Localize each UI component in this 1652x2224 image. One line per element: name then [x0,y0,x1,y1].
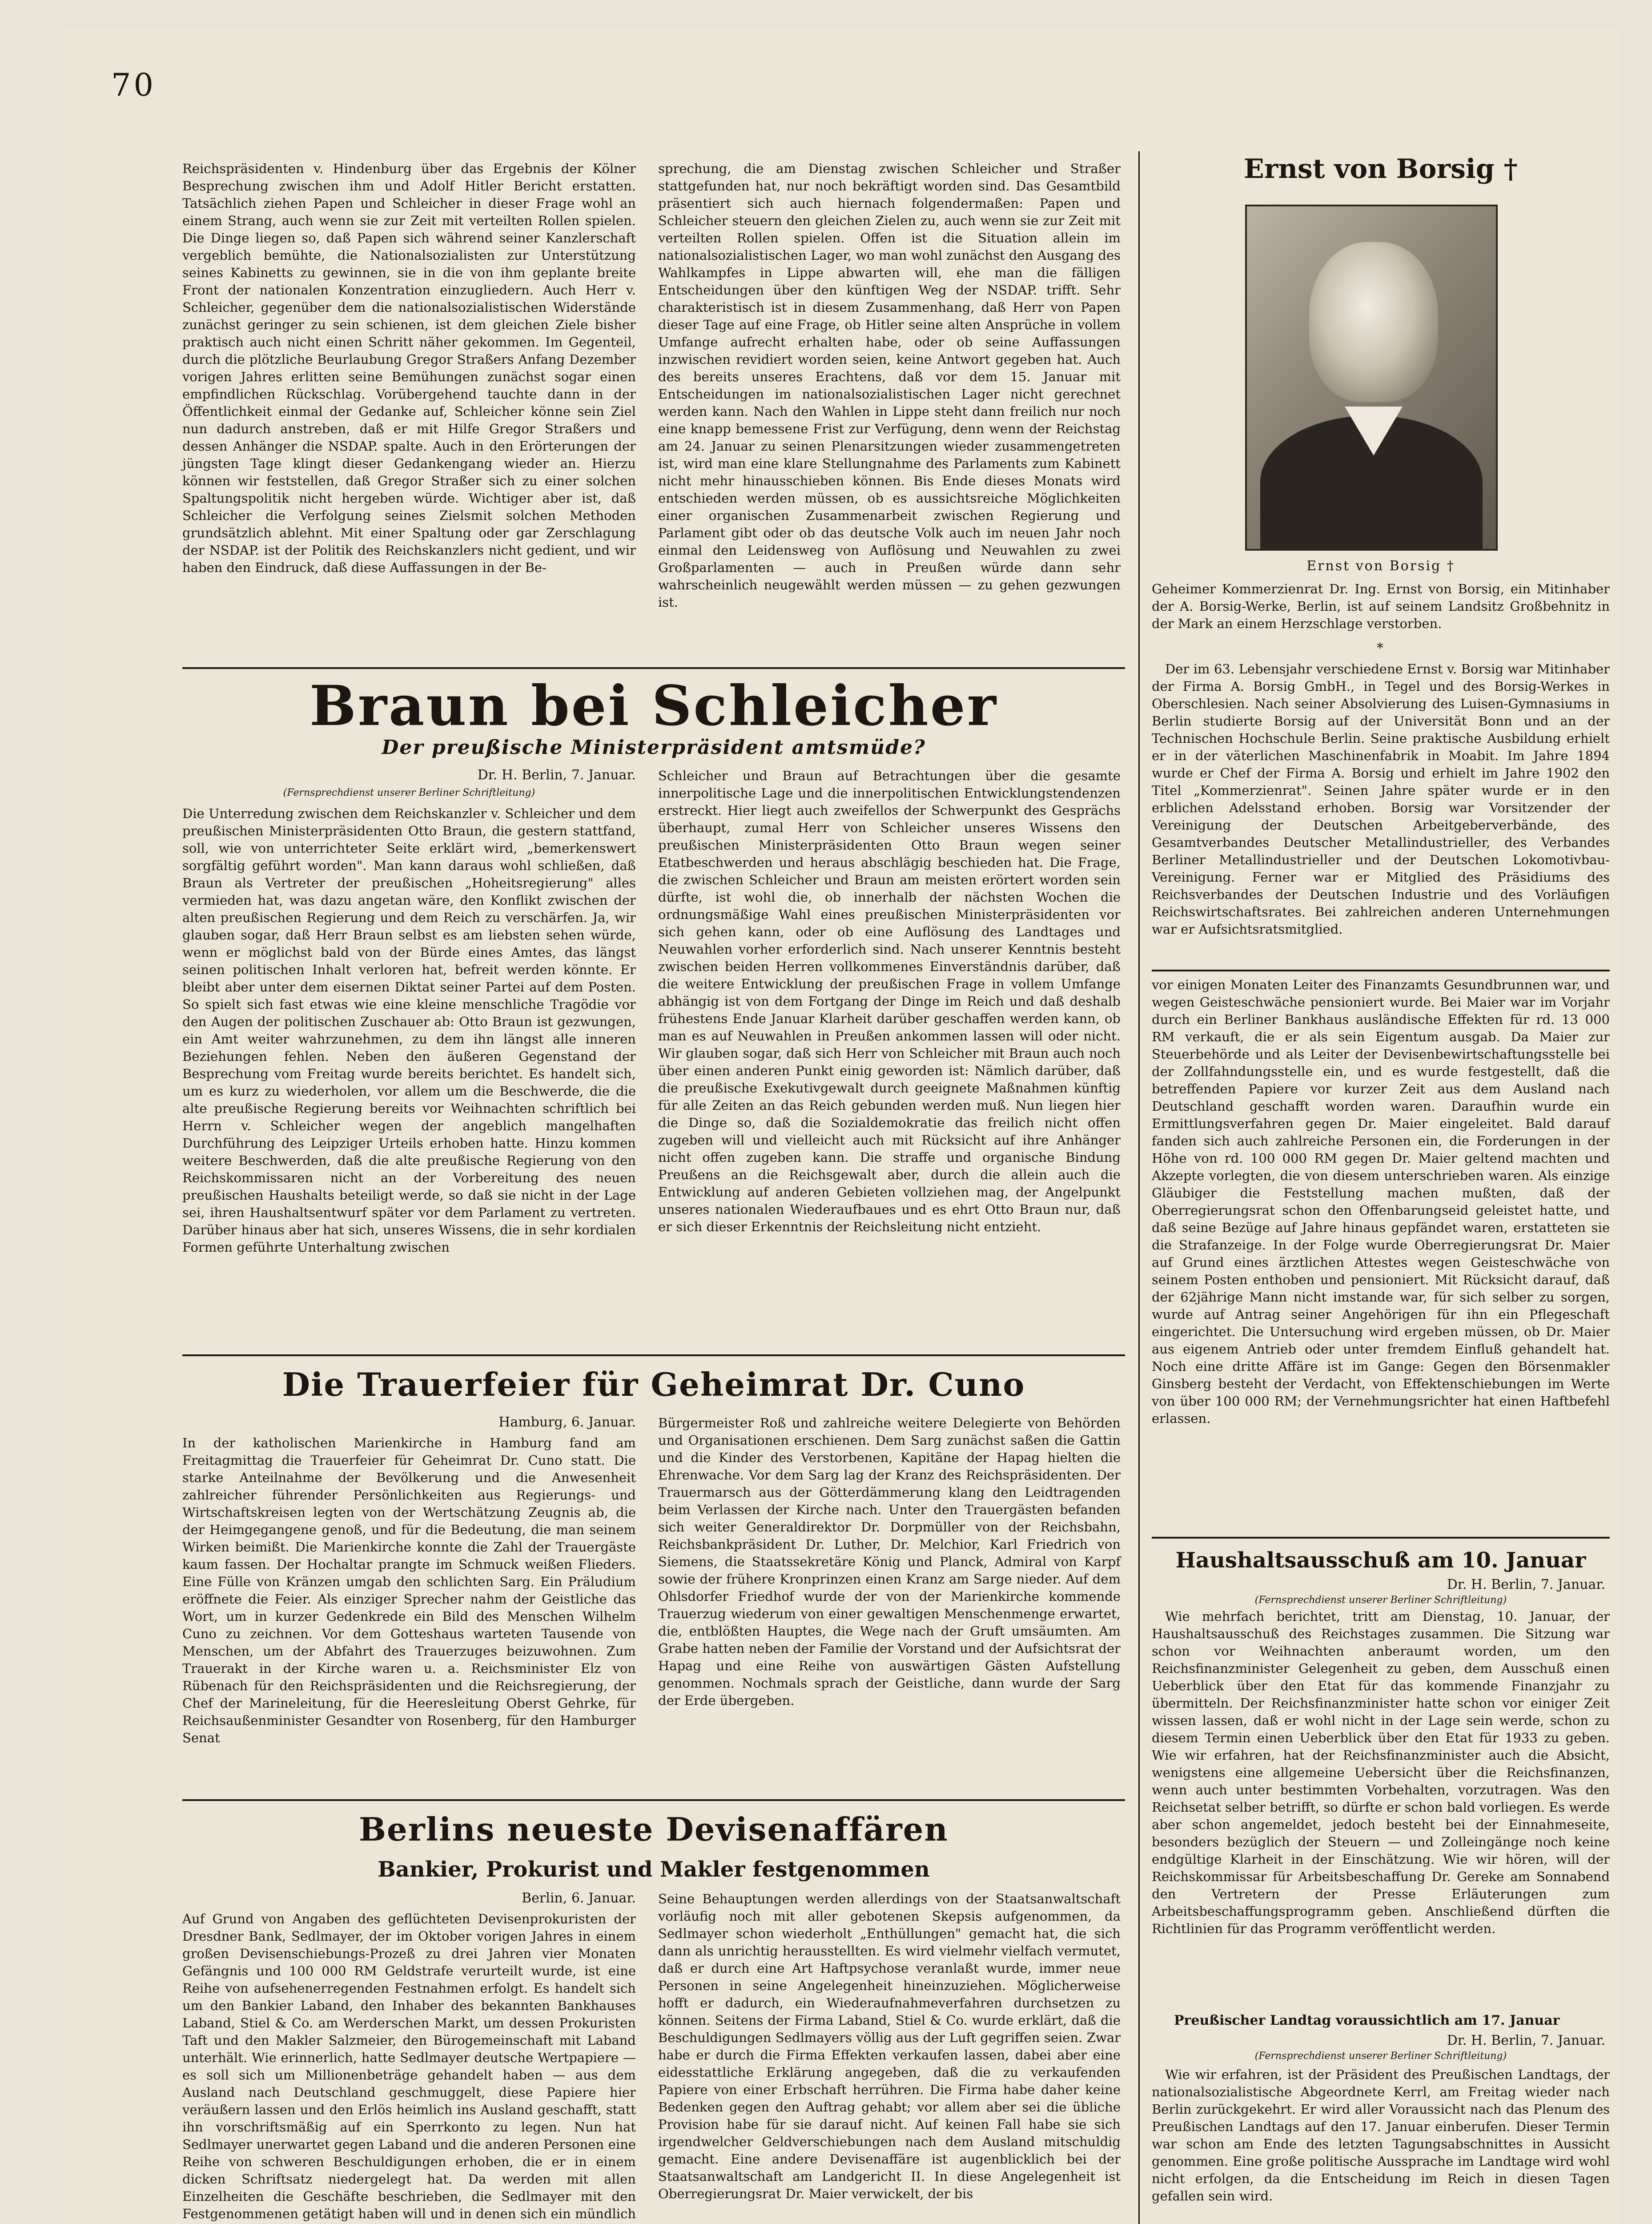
devisen-continuation [1152,976,1610,1568]
borsig-body [1152,661,1610,936]
borsig-body-text: Der im 63. Lebensjahr verschiedene Ernst v. Borsig war Mitinhaber der Firma A. Borsig GmbH., in Tegel und des Borsig-Werkes in Oberschlesien. Nach seiner Absolvierung des Luisen-Gymnasiums in Berlin studierte Borsig auf der Universität Bonn und an der Technischen Hochschule Berlin. Seine praktische Ausbildung erhielt er in der väterlichen Maschinenfabrik in Moabit. Im Jahre 1894 wurde er Chef der Firma A. Borsig und erhielt im Jahre 1902 den Titel „Kommerzienrat". Seinen Jahre später wurde er in den erblichen Adelsstand erhoben. Borsig war Vorsitzender der Vereinigung der Deutschen Arbeitgeberverbände, des Gesamtverbandes Deutscher Metallindustrieller, des Verbandes Berliner Metallindustrieller und der Deutschen Lokomotivbau-Vereinigung. Ferner war er Mitglied des Präsidiums des Reichsverbandes der Deutschen Industrie und des Vorläufigen Reichswirtschaftsrates. Bei zahlreichen anderen Unternehmungen war er Aufsichtsratsmitglied. [1152,661,1610,937]
borsig-title: Ernst von Borsig † [1244,153,1518,185]
devisen-byline: Berlin, 6. Januar. [522,1890,636,1906]
haushalt-byline: Dr. H. Berlin, 7. Januar. [1447,1577,1605,1592]
devisen-headline: Berlins neueste Devisenaffären [359,1810,949,1848]
landtag-byline: Dr. H. Berlin, 7. Januar. [1447,2033,1605,2048]
haushalt-body-text: Wie mehrfach berichtet, tritt am Dienstag, 10. Januar, der Haushaltsausschuß des Reichstages zusammen. Die Sitzung war schon vor Weihnachten anberaumt worden, um den Reichsfinanzminister Gelegenheit zu geben, dem Ausschuß einen Ueberblick über den Etat für das kommende Finanzjahr zu übermitteln. Der Reichsfinanzminister hatte schon vor einiger Zeit wissen lassen, daß er wohl nicht in der Lage sein werde, schon zu diesem Termin einen Ueberblick über den Etat für 1933 zu geben. Wie wir erfahren, hat der Reichsfinanzminister auch die Absicht, wenigstens eine allgemeine Uebersicht über die Reichsfinanzen, wenn auch unter bestimmten Vorbehalten, vorzutragen. Was den Reichsetat selber betrifft, so dürfte er schon bald vorliegen. Es werde aber schon angemeldet, jedoch besteht bei der Einnahmeseite, besonders bezüglich der Steuern — und Zolleingänge noch keine endgültige Klarheit in der Einschätzung. Wie wir hören, will der Reichskommissar für Arbeitsbeschaffung Dr. Gereke am Sonnabend den Vertretern der Presse Erläuterungen zum Arbeitsbeschaffungsprogramm geben. Anschließend dürften die Richtlinien für das Programm veröffentlicht werden. [1152,1609,1610,1936]
braun-col2 [658,767,1121,1350]
cuno-col1 [182,1434,636,1790]
cuno-col1-text: In der katholischen Marienkirche in Hamburg fand am Freitagmittag die Trauerfeier für Geheimrat Dr. Cuno statt. Die starke Anteilnahme der Bevölkerung und die Anwesenheit zahlreicher führender Persönlichkeiten aus Regierungs- und Wirtschaftskreisen legten von der Wertschätzung Zeugnis ab, die der Heimgegangene genoß, und für die Bedeutung, die man seinem Wirken beimißt. Die Marienkirche konnte die Zahl der Trauergäste kaum fassen. Der Hochaltar prangte im Schmuck weißen Flieders. Eine Fülle von Kränzen umgab den schlichten Sarg. Ein Präludium eröffnete die Feier. Als einziger Sprecher nahm der Geistliche das Wort, um in kurzer Gedenkrede ein Bild des Menschen Wilhelm Cuno zu zeichnen. Vor dem Gotteshaus warteten Tausende von Menschen, um der Abfahrt des Trauerzuges beizuwohnen. Zum Trauerakt in der Kirche waren u. a. Reichsminister Elz von Rübenach für den Reichspräsidenten und die Reichsregierung, der Chef der Marineleitung, für die Heeresleitung Oberst Gehrke, für Reichsaußenminister Gesandter von Rosenberg, für den Hamburger Senat [182,1435,636,1745]
lead-col1-text: Reichspräsidenten v. Hindenburg über das Ergebnis der Kölner Besprechung zwischen ihm und Adolf Hitler Bericht erstatten. Tatsächlich ziehen Papen und Schleicher in dieser Frage wohl an einem Strang, auch wenn sie zur Zeit mit verteilten Rollen spielen. Die Dinge liegen so, daß Papen sich während seiner Kanzlerschaft vergeblich bemühte, die Nationalsozialisten zur Unterstützung seines Kabinetts zu gewinnen, sie in die von ihm geplante breite Front der nationalen Konzentration einzugliedern. Auch Herr v. Schleicher, gegenüber dem die nationalsozialistischen Widerstände zunächst geringer zu sein schienen, ist dem gleichen Ziele bisher praktisch auch nicht einen Schritt näher gekommen. Im Gegenteil, durch die plötzliche Beurlaubung Gregor Straßers Anfang Dezember vorigen Jahres erlitten seine Bemühungen zunächst sogar einen empfindlichen Rückschlag. Vorübergehend tauchte dann in der Öffentlichkeit einmal der Gedanke auf, Schleicher könne sein Ziel nun dadurch anstreben, daß er mit Hilfe Gregor Straßers und dessen Anhänger die NSDAP. spalte. Auch in den Erörterungen der jüngsten Tage klingt dieser Gedankengang wieder an. Hierzu können wir feststellen, daß Gregor Straßer sich zu einer solchen Spaltungspolitik nicht hergeben würde. Wichtiger aber ist, daß Schleicher die Verfolgung seines Zielsmit solchen Methoden grundsätzlich ablehnt. Mit einer Spaltung oder gar Zerschlagung der NSDAP. ist der Politik des Reichskanzlers nicht gedient, und wir haben den Eindruck, daß diese Auffassungen in der Be- [182,161,636,575]
borsig-lede-text: Geheimer Kommerzienrat Dr. Ing. Ernst von Borsig, ein Mitinhaber der A. Borsig-Werke, Berlin, ist auf seinem Landsitz Großbehnitz in der Mark an einem Herzschlage verstorben. [1152,581,1610,631]
cuno-col2-text: Bürgermeister Roß und zahlreiche weitere Delegierte von Behörden und Organisationen erschienen. Dem Sarg zunächst saßen die Gattin und die Kinder des Verstorbenen, Kapitäne der Hapag hielten die Ehrenwache. Vor dem Sarg lag der Kranz des Reichspräsidenten. Der Trauermarsch aus der Götterdämmerung klang den Leidtragenden beim Verlassen der Kirche nach. Unter den Trauergästen befanden sich weiter Generaldirektor Dr. Dorpmüller von der Reichsbahn, Reichsbankpräsident Dr. Luther, Dr. Melchior, Karl Friedrich von Siemens, die Staatssekretäre König und Planck, Admiral von Karpf sowie der frühere Kronprinzen einen Kranz am Sarge nieder. Auf dem Ohlsdorfer Friedhof wurde der von der Marienkirche kommende Trauerzug wiederum von einer gewaltigen Menschenmenge erwartet, die, entblößten Hauptes, die Wege nach der Gruft umsäumten. Am Grabe hatten neben der Familie der Vorstand und der Aufsichtsrat der Hapag und eine Reihe von auswärtigen Gästen Aufstellung genommen. Nochmals sprach der Geistliche, dann wurde der Sarg der Erde übergeben. [658,1415,1121,1708]
braun-headline: Braun bei Schleicher [309,674,998,738]
braun-col1 [182,805,636,1352]
borsig-separator: * [1377,641,1385,656]
devisen-col1 [182,1910,636,2224]
borsig-bottom-rule [1152,970,1610,971]
landtag-body-text: Wie wir erfahren, ist der Präsident des Preußischen Landtags, der nationalsozialistische Abgeordnete Kerrl, am Freitag wieder nach Berlin zurückgekehrt. Er wird aller Voraussicht nach das Plenum des Preußischen Landtags auf den 17. Januar einberufen. Dieser Termin war schon am Ende des letzten Tagungsabschnittes in Aussicht genommen. Eine große politische Aussprache im Landtage wird wohl nicht erfolgen, da die Entscheidung im Reich in diesen Tagen gefallen sein wird. [1152,2067,1610,2204]
braun-byline: Dr. H. Berlin, 7. Januar. [477,767,636,783]
cuno-headline: Die Trauerfeier für Geheimrat Dr. Cuno [282,1366,1025,1403]
braun-col1-text: Die Unterredung zwischen dem Reichskanzler v. Schleicher und dem preußischen Ministerpräsidenten Otto Braun, die gestern stattfand, soll, wie von unterrichteter Seite erklärt wird, „bemerkenswert sorgfältig geführt worden". Man kann daraus wohl schließen, daß Braun als Vertreter der preußischen „Hoheitsregierung" alles vermieden hat, was dazu angetan wäre, den Konflikt zwischen der alten preußischen Regierung und dem Reich zu verschärfen. Ja, wir glauben sogar, daß Herr Braun selbst es am liebsten sehen würde, wenn er möglichst bald von der Bürde eines Amtes, das längst seinen politischen Inhalt verloren hat, befreit werden könnte. Er bleibt aber unter dem eisernen Diktat seiner Partei auf dem Posten. So spielt sich fast etwas wie eine kleine menschliche Tragödie vor den Augen der politischen Zuschauer ab: Otto Braun ist gezwungen, ein Amt weiter wahrzunehmen, zu dem ihn längst alle inneren Beziehungen fehlen. Neben den äußeren Gegenstand der Besprechung vom Freitag wurde bereits berichtet. Es handelt sich, um es kurz zu wiederholen, vor allem um die Beschwerde, die die alte preußische Regierung bereits vor Weihnachten schriftlich bei Herrn v. Schleicher wegen der angeblich mangelhaften Durchführung des Leipziger Urteils erhoben hatte. Hinzu kommen weitere Beschwerden, daß die alte preußische Regierung von den Reichskommissaren nicht an der Vorbereitung des neuen preußischen Haushalts beteiligt werde, so daß sie nicht in der Lage sei, ihren Haushaltsentwurf später vor dem Parlament zu vertreten. Darüber hinaus aber hat sich, unseres Wissens, die in sehr kordialen Formen geführte Unterhaltung zwischen [182,806,636,1255]
lead-article-col2 [658,160,1121,654]
braun-col2-text: Schleicher und Braun auf Betrachtungen über die gesamte innerpolitische Lage und die innerpolitischen Entwicklungstendenzen erstreckt. Hier liegt auch zweifellos der Schwerpunkt des Gesprächs überhaupt, zumal Herr von Schleicher unseres Wissens den preußischen Ministerpräsidenten Otto Braun wegen seiner Etatbeschwerden und heraus abschlägig beschieden hat. Die Frage, die zwischen Schleicher und Braun am meisten erörtert worden sein dürfte, ist wohl die, ob innerhalb der nächsten Wochen die ordnungsmäßige Wahl eines preußischen Ministerpräsidenten vor sich gehen kann, oder ob eine Auflösung des Landtages und Neuwahlen vorher erforderlich sind. Nach unserer Kenntnis besteht zwischen beiden Herren vollkommenes Einverständnis darüber, daß die weitere Entwicklung der preußischen Frage in vollem Umfange abhängig ist von dem Fortgang der Dinge im Reich und daß deshalb frühestens Ende Januar Klarheit darüber geschaffen werden kann, ob man es auf Neuwahlen in Preußen ankommen lassen will oder nicht. Wir glauben sogar, daß sich Herr von Schleicher mit Braun auch noch über einen anderen Punkt einig geworden ist: Nämlich darüber, daß die preußische Exekutivgewalt durch geeignete Maßnahmen künftig für alle Zeiten an das Reich gebunden werden muß. Nun liegen hier die Dinge so, daß die Sozialdemokratie das freilich nicht offen zugeben will und vielleicht auch mit Rücksicht auf ihre Anhänger nicht offen zugeben kann. Die straffe und organische Bindung Preußens an die Reichsgewalt aber, durch die allein auch die Entwicklung auf anderen Gebieten vollziehen mag, der Angelpunkt unseres nationalen Wiederaufbaues und es ehrt Otto Braun nur, daß er sich dieser Erkenntnis der Reichsleitung nicht entzieht. [658,768,1121,1234]
devisen-col2 [658,1890,1121,2224]
haushalt-body [1152,1608,1610,2004]
haushalt-top-rule [1152,1537,1610,1539]
lead-article-col1 [182,160,636,645]
braun-top-rule [182,667,1125,669]
lead-col2-text: sprechung, die am Dienstag zwischen Schleicher und Straßer stattgefunden hat, nur noch bekräftigt worden sind. Das Gesamtbild präsentiert sich auch hiernach folgendermaßen: Papen und Schleicher steuern den gleichen Zielen zu, auch wenn sie zur Zeit mit verteilten Rollen spielen. Offen ist die Situation allein im nationalsozialistischen Lager, wo man wohl zunächst den Ausgang des Wahlkampfes in Lippe abwarten will, ehe man die fälligen Entscheidungen über den künftigen Weg der NSDAP. trifft. Sehr charakteristisch ist in diesem Zusammenhang, daß Herr von Papen dieser Tage auf eine Frage, ob Hitler seine alten Ansprüche in vollem Umfange aufrecht erhalten habe, oder ob seine Auffassungen inzwischen revidiert worden seien, keine Antwort gegeben hat. Auch des bereits unseres Erachtens, daß vor dem 15. Januar mit Entscheidungen im nationalsozialistischen Lager nicht gerechnet werden kann. Nach den Wahlen in Lippe steht dann freilich nur noch eine knapp bemessene Frist zur Verfügung, denn wenn der Reichstag am 24. Januar zu seinen Plenarsitzungen wieder zusammengetreten ist, wird man eine klare Stellungnahme des Parlaments zum Kabinett nicht mehr hinausschieben können. Bis Ende dieses Monats wird entschieden werden müssen, ob es aussichtsreiche Möglichkeiten einer organischen Zusammenarbeit zwischen Regierung und Parlament gibt oder ob das deutsche Volk auch im neuen Jahr noch einmal den Leidensweg von Auflösung und Neuwahlen zu zwei Großparlamenten — auch in Preußen würde dann sehr wahrscheinlich neugewählt werden müssen — zu gehen gezwungen ist. [658,161,1121,610]
portrait-head-shape [1309,242,1438,402]
cuno-col2 [658,1414,1121,1793]
haushalt-headline: Haushaltsausschuß am 10. Januar [1175,1548,1586,1573]
cuno-byline: Hamburg, 6. Januar. [498,1414,636,1430]
braun-subhead: Der preußische Ministerpräsident amtsmüde? [382,736,926,759]
devisen-continuation-text: vor einigen Monaten Leiter des Finanzamts Gesundbrunnen war, und wegen Geisteschwäche pensioniert wurde. Bei Maier war im Vorjahr durch ein Berliner Bankhaus ausländische Effekten für rd. 13 000 RM verkauft, die er als sein Eigentum ausgab. Da Maier zur Steuerbehörde und als Leiter der Devisenbewirtschaftungsstelle bei der Zollfahndungsstelle ein, und es wurde festgestellt, daß die betreffenden Papiere vor kurzer Zeit aus dem Ausland nach Deutschland geschafft worden waren. Daraufhin wurde ein Ermittlungsverfahren gegen Dr. Maier eingeleitet. Bald darauf fanden sich auch zahlreiche Personen ein, die Forderungen in der Höhe von rd. 100 000 RM gegen Dr. Maier geltend machten und Akzepte vorlegten, die von diesem unterschrieben waren. Als einzige Gläubiger die Feststellung machen mußten, daß der Oberregierungsrat schon den Offenbarungseid geleistet hatte, und daß seine Bezüge auf Jahre hinaus gepfändet waren, erstatteten sie die Strafanzeige. In der Folge wurde Oberregierungsrat Dr. Maier auf Grund eines ärztlichen Attestes wegen Geisteschwäche von seinem Posten enthoben und pensioniert. Mit Rücksicht darauf, daß der 62jährige Mann nicht imstande war, für sich selber zu sorgen, wurde auf Antrag seiner Angehörigen für ihn ein Pflegeschaft eingerichtet. Die Untersuchung wird ergeben müssen, ob Dr. Maier aus eigenem Antrieb oder unter fremdem Einfluß gehandelt hat. Noch eine dritte Affäre ist im Gange: Gegen den Börsenmakler Ginsberg besteht der Verdacht, von Effektenschiebungen im Werte von über 100 000 RM; der Vernehmungsrichter hat einen Haftbefehl erlassen. [1152,977,1610,1426]
right-column-divider [1138,151,1140,2224]
borsig-photo-caption: Ernst von Borsig † [1306,558,1455,574]
devisen-subhead: Bankier, Prokurist und Makler festgenommen [378,1857,930,1882]
cuno-top-rule [182,1354,1125,1356]
devisen-col1-text: Auf Grund von Angaben des geflüchteten Devisenprokuristen der Dresdner Bank, Sedlmayer, der im Oktober vorigen Jahres in einem großen Devisenschiebungs-Prozeß zu drei Jahren vier Monaten Gefängnis und 100 000 RM Geldstrafe verurteilt wurde, ist eine Reihe von aufsehenerregenden Festnahmen erfolgt. Es handelt sich um den Bankier Laband, den Inhaber des bekannten Bankhauses Laband, Stiel & Co. am Werderschen Markt, um dessen Prokuristen Taft und den Makler Salzmeier, den Bürogemeinschaft mit Laband unterhält. Wie erinnerlich, hatte Sedlmayer deutsche Wertpapiere — es soll sich um Millionenbeträge gehandelt haben — aus dem Ausland nach Deutschland geschmuggelt, diese Papiere hier veräußern lassen und den Erlös heimlich ins Ausland geschafft, statt ihn vorschriftsmäßig auf ein Sperrkonto zu legen. Nun hat Sedlmayer unerwartet gegen Laband und die anderen Personen eine Reihe von schweren Beschuldigungen erhoben, die er in einem dicken Schriftsatz niedergelegt hat. Da werden mit allen Einzelheiten die Geschäfte beschrieben, die Sedlmayer mit den Festgenommenen getätigt haben will und in denen sich ein mündlich [182,1911,636,2221]
page-number: 70 [111,67,157,103]
devisen-col2-text: Seine Behauptungen werden allerdings von der Staatsanwaltschaft vorläufig noch mit aller gebotenen Skepsis aufgenommen, da Sedlmayer schon wiederholt „Enthüllungen" gemacht hat, die sich dann als unrichtig herausstellten. Es wird vielmehr vielfach vermutet, daß er durch eine Art Haftpsychose veranlaßt wurde, immer neue Personen in seine Angelegenheit hineinzuziehen. Möglicherweise hofft er dadurch, ein Wiederaufnahmeverfahren durchsetzen zu können. Seitens der Firma Laband, Stiel & Co. wurde erklärt, daß die Beschuldigungen Sedlmayers völlig aus der Luft gegriffen seien. Zwar habe er durch die Firma Effekten verkaufen lassen, dabei aber eine eidesstattliche Erklärung angegeben, daß die zu verkaufenden Papiere von einer Erbschaft herrühren. Die Firma habe daher keine Bedenken gegen den Auftrag gehabt; vor allem aber sei die übliche Provision habe für sie darauf nicht. Auf keinen Fall habe sie sich irgendwelcher Geldverschiebungen nach dem Ausland mitschuldig gemacht. Eine andere Devisenaffäre ist augenblicklich bei der Staatsanwaltschaft am Landgericht II. In diese Angelegenheit ist Oberregierungsrat Dr. Maier verwickelt, der bis [658,1891,1121,2201]
landtag-dateline: (Fernsprechdienst unserer Berliner Schriftleitung) [1254,2051,1507,2062]
haushalt-dateline: (Fernsprechdienst unserer Berliner Schriftleitung) [1254,1595,1507,1606]
devisen-top-rule [182,1799,1125,1801]
borsig-portrait-photo [1245,205,1498,551]
borsig-lede [1152,580,1610,634]
braun-dateline: (Fernsprechdienst unserer Berliner Schriftleitung) [283,787,535,798]
landtag-body [1152,2066,1610,2224]
landtag-headline: Preußischer Landtag voraussichtlich am 17. Januar [1174,2013,1560,2028]
